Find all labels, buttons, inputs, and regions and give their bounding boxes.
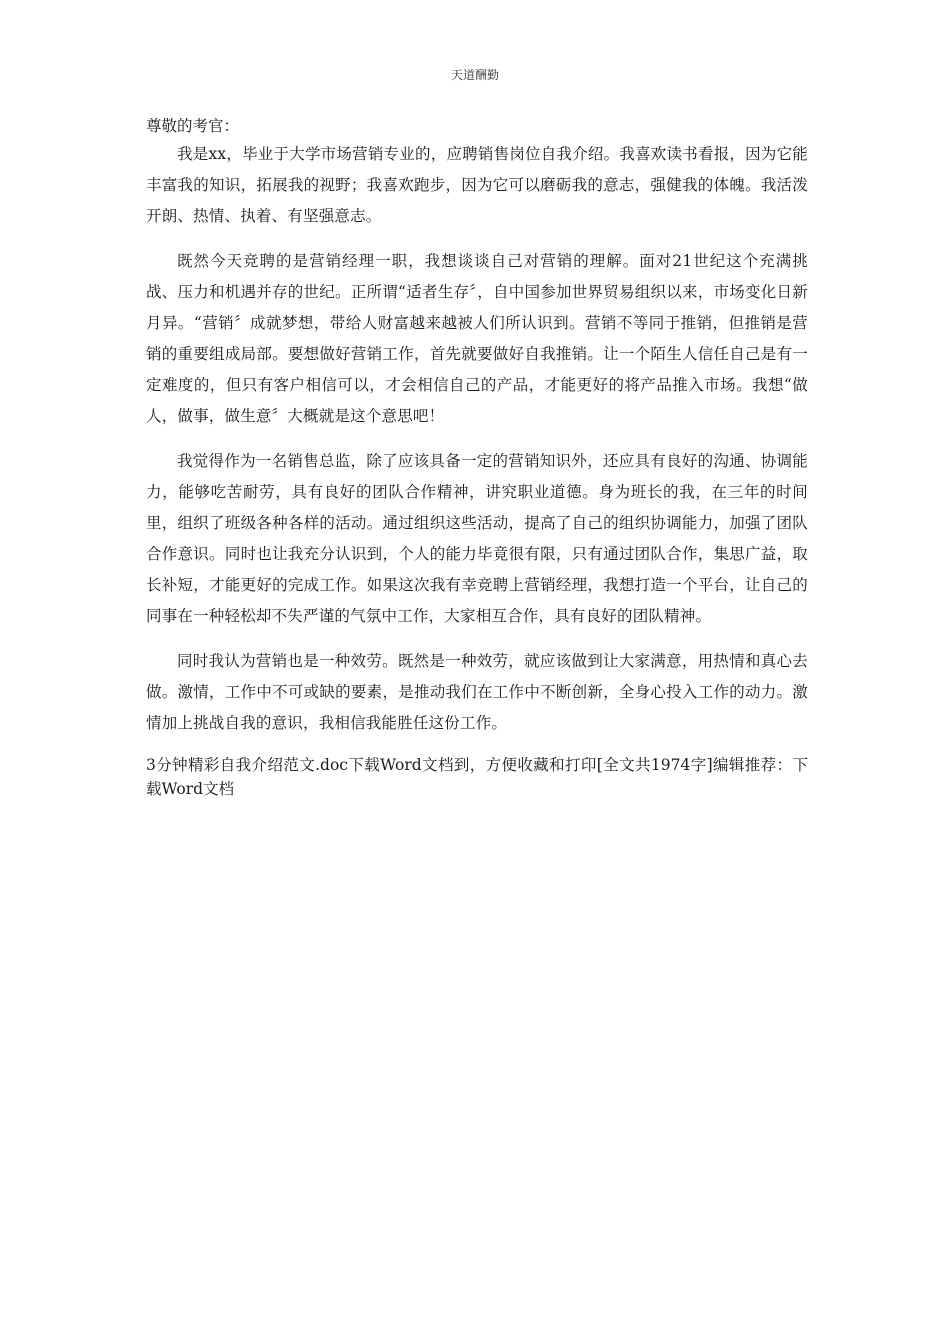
doc-title: 3分钟精彩自我介绍范文.doc: [146, 756, 348, 774]
paragraph-2: 既然今天竞聘的是营销经理一职，我想谈谈自己对营销的理解。面对21世纪这个充满挑战、压力和机遇并存的世纪。正所谓“适者生存〞，自中国参加世界贸易组织以来，市场变化日新月异。“营销〞成就梦想，带给人财富越来越被人们所认识到。营销不等同于推销，但推销是营销的重要组成局部。要想做好营销工作，首先就要做好自我推销。让一个陌生人信任自己是有一定难度的，但只有客户相信可以，才会相信自己的产品，才能更好的将产品推入市场。我想“做人，做事，做生意〞大概就是这个意思吧！: [146, 252, 808, 425]
document-body: [146, 115, 808, 801]
paragraph-3: 我觉得作为一名销售总监，除了应该具备一定的营销知识外，还应具有良好的沟通、协调能力，能够吃苦耐劳，具有良好的团队合作精神，讲究职业道德。身为班长的我，在三年的时间里，组织了班级各种各样的活动。通过组织这些活动，提高了自己的组织协调能力，加强了团队合作意识。同时也让我充分认识到，个人的能力毕竟很有限，只有通过团队合作，集思广益，取长补短，才能更好的完成工作。如果这次我有幸竞聘上营销经理，我想打造一个平台，让自己的同事在一种轻松却不失严谨的气氛中工作，大家相互合作，具有良好的团队精神。: [146, 452, 808, 625]
document-footer: [146, 753, 808, 801]
download-word-link[interactable]: 下载Word文档: [146, 756, 808, 798]
recommend-label: 编辑推荐：: [712, 756, 793, 774]
page-header: 天道酬勤: [450, 68, 499, 82]
paragraph-4: 同时我认为营销也是一种效劳。既然是一种效劳，就应该做到让大家满意，用热情和真心去做。激情，工作中不可或缺的要素，是推动我们在工作中不断创新，全身心投入工作的动力。激情加上挑战自我的意识，我相信我能胜任这份工作。: [146, 652, 808, 732]
download-doc-link[interactable]: 下载Word文档到，方便收藏和打印[全文共1974字]: [347, 756, 713, 774]
salutation: 尊敬的考官：: [146, 117, 240, 135]
paragraph-1: 我是xx，毕业于大学市场营销专业的，应聘销售岗位自我介绍。我喜欢读书看报，因为它能丰富我的知识，拓展我的视野；我喜欢跑步，因为它可以磨砺我的意志，强健我的体魄。我活泼开朗、热情、执着、有坚强意志。: [146, 145, 808, 225]
